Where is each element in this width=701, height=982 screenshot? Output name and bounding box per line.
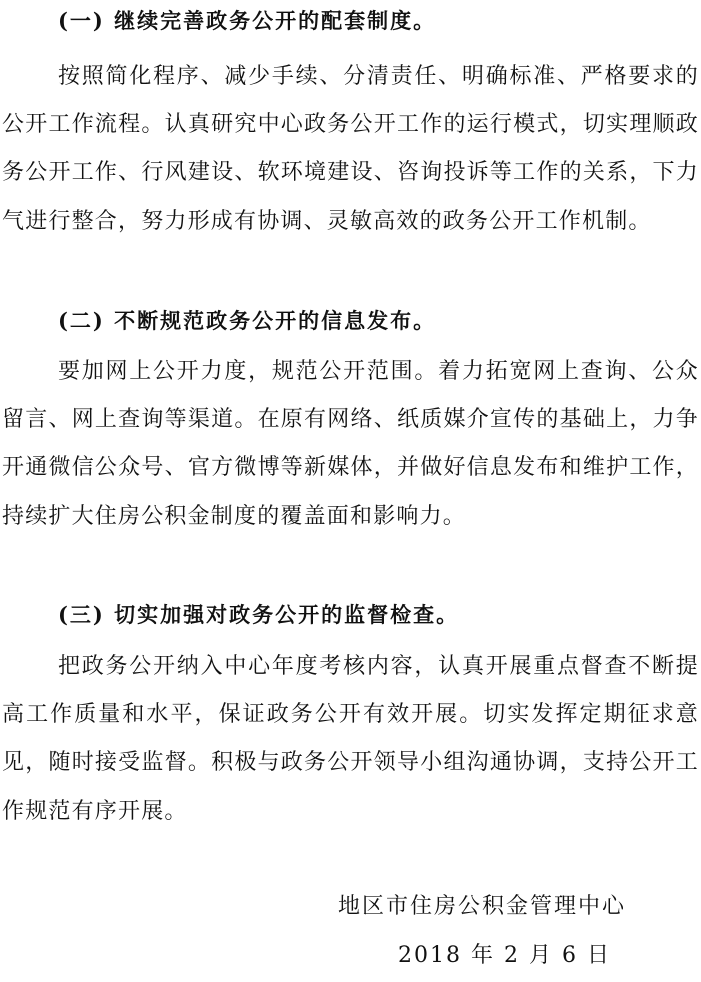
section-1-heading: (一) 继续完善政务公开的配套制度。	[58, 8, 437, 33]
section-3-body: 把政务公开纳入中心年度考核内容，认真开展重点督查不断提高工作质量和水平，保证政务公开有效开展。切实发挥定期征求意见，随时接受监督。积极与政务公开领导小组沟通协调，支持公开工作规范有序开展。	[2, 654, 699, 824]
section-2-heading: (二) 不断规范政务公开的信息发布。	[58, 308, 437, 333]
signature-organization: 地区市住房公积金管理中心	[338, 894, 627, 919]
section-1-body: 按照简化程序、减少手续、分清责任、明确标准、严格要求的公开工作流程。认真研究中心政务公开工作的运行模式，切实理顺政务公开工作、行风建设、软环境建设、咨询投诉等工作的关系，下力气进行整合，努力形成有协调、灵敏高效的政务公开工作机制。	[2, 64, 699, 234]
section-2-body: 要加网上公开力度，规范公开范围。着力拓宽网上查询、公众留言、网上查询等渠道。在原有网络、纸质媒介宣传的基础上，力争开通微信公众号、官方微博等新媒体，并做好信息发布和维护工作，持续扩大住房公积金制度的覆盖面和影响力。	[2, 359, 699, 529]
section-3-heading: (三) 切实加强对政务公开的监督检查。	[58, 602, 460, 627]
signature-date: 2018 年 2 月 6 日	[398, 943, 611, 968]
